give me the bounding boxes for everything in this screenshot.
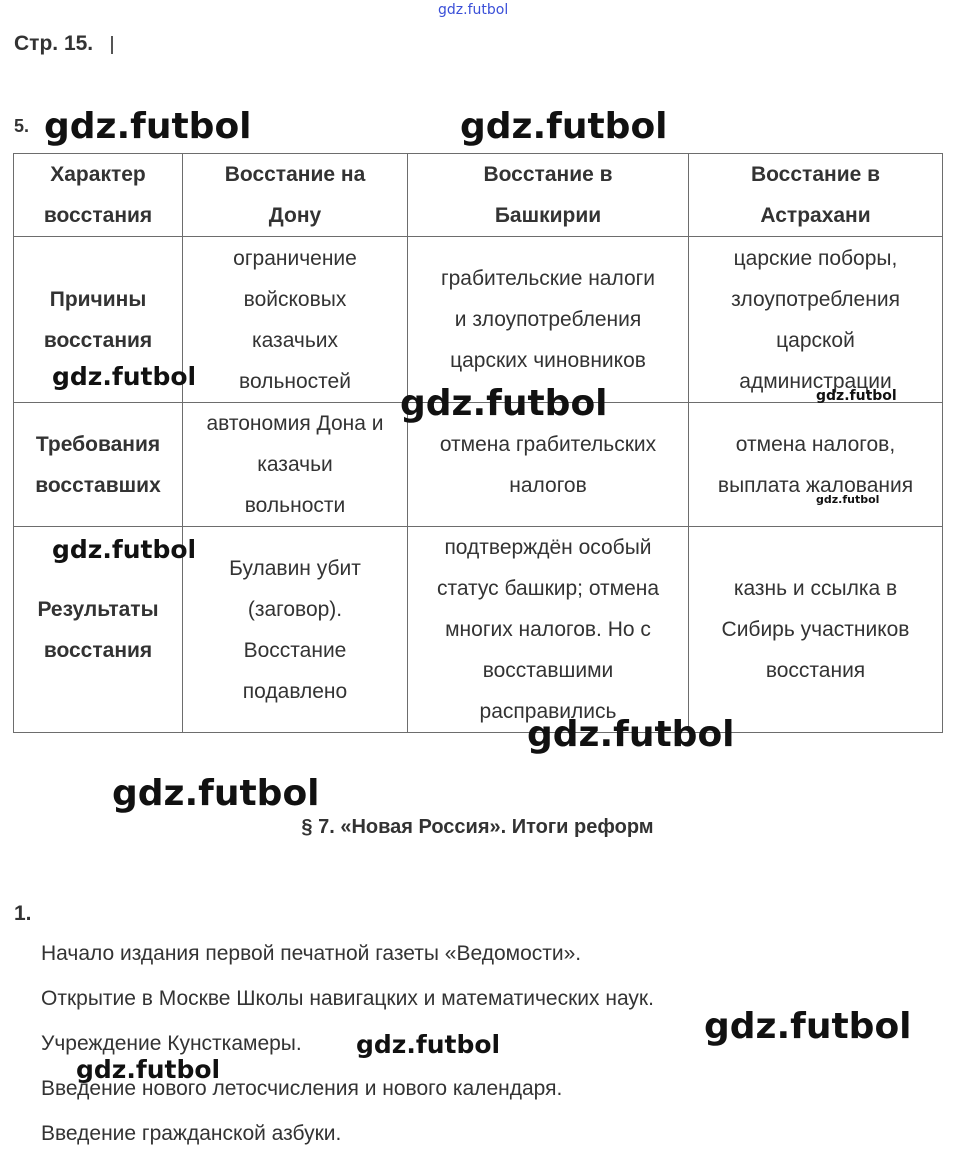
watermark: gdz.futbol [76, 1055, 221, 1084]
cell-results-bashkiria: подтверждён особый статус башкир; отмена многих налогов. Но с восставшими расправились [408, 527, 689, 733]
text-cursor [111, 36, 113, 54]
cell-demands-bashkiria: отмена грабительских налогов [408, 403, 689, 527]
cell-demands-don: автономия Дона и казачьи вольности [183, 403, 408, 527]
list-item: Начало издания первой печатной газеты «Ведомости». [41, 942, 582, 965]
cell-causes-astrakhan: царские поборы, злоупотребления царской администрации [689, 237, 943, 403]
row-label-results: Результаты восстания [14, 527, 183, 733]
cell-causes-don: ограничение войсковых казачьих вольностей [183, 237, 408, 403]
list-item: Учреждение Кунсткамеры. [41, 1032, 302, 1055]
watermark: gdz.futbol [400, 383, 608, 424]
watermark: gdz.futbol [816, 388, 897, 404]
section-title: § 7. «Новая Россия». Итоги реформ [301, 816, 654, 838]
watermark: gdz.futbol [816, 493, 880, 506]
uprisings-table [13, 153, 943, 733]
cell-results-astrakhan: казнь и ссылка в Сибирь участников восстания [689, 527, 943, 733]
events-list [41, 936, 654, 1161]
list-item: Введение нового летосчисления и нового календаря. [41, 1077, 563, 1100]
watermark: gdz.futbol [527, 714, 735, 755]
header-astrakhan: Восстание в Астрахани [689, 154, 943, 237]
task-number-5: 5. [14, 116, 30, 136]
row-label-causes: Причины восстания [14, 237, 183, 403]
watermark: gdz.futbol [460, 106, 668, 147]
list-item: Введение гражданской азбуки. [41, 1122, 342, 1145]
watermark: gdz.futbol [44, 106, 252, 147]
row-label-demands: Требования восставших [14, 403, 183, 527]
watermark: gdz.futbol [52, 535, 197, 564]
header-character: Характер восстания [14, 154, 183, 237]
watermark: gdz.futbol [704, 1006, 912, 1047]
cell-results-don: Булавин убит (заговор). Восстание подавлено [183, 527, 408, 733]
watermark: gdz.futbol [438, 2, 509, 18]
list-item: Открытие в Москве Школы навигацких и математических наук. [41, 987, 654, 1010]
cell-causes-bashkiria: грабительские налоги и злоупотребления царских чиновников [408, 237, 689, 403]
page-header: Стр. 15. [14, 32, 94, 55]
header-don: Восстание на Дону [183, 154, 408, 237]
header-bashkiria: Восстание в Башкирии [408, 154, 689, 237]
table-header-row [14, 154, 943, 237]
watermark: gdz.futbol [356, 1030, 501, 1059]
task-number-1: 1. [14, 902, 32, 925]
watermark: gdz.futbol [112, 773, 320, 814]
watermark: gdz.futbol [52, 362, 197, 391]
cell-demands-astrakhan: отмена налогов, выплата жалования [689, 403, 943, 527]
